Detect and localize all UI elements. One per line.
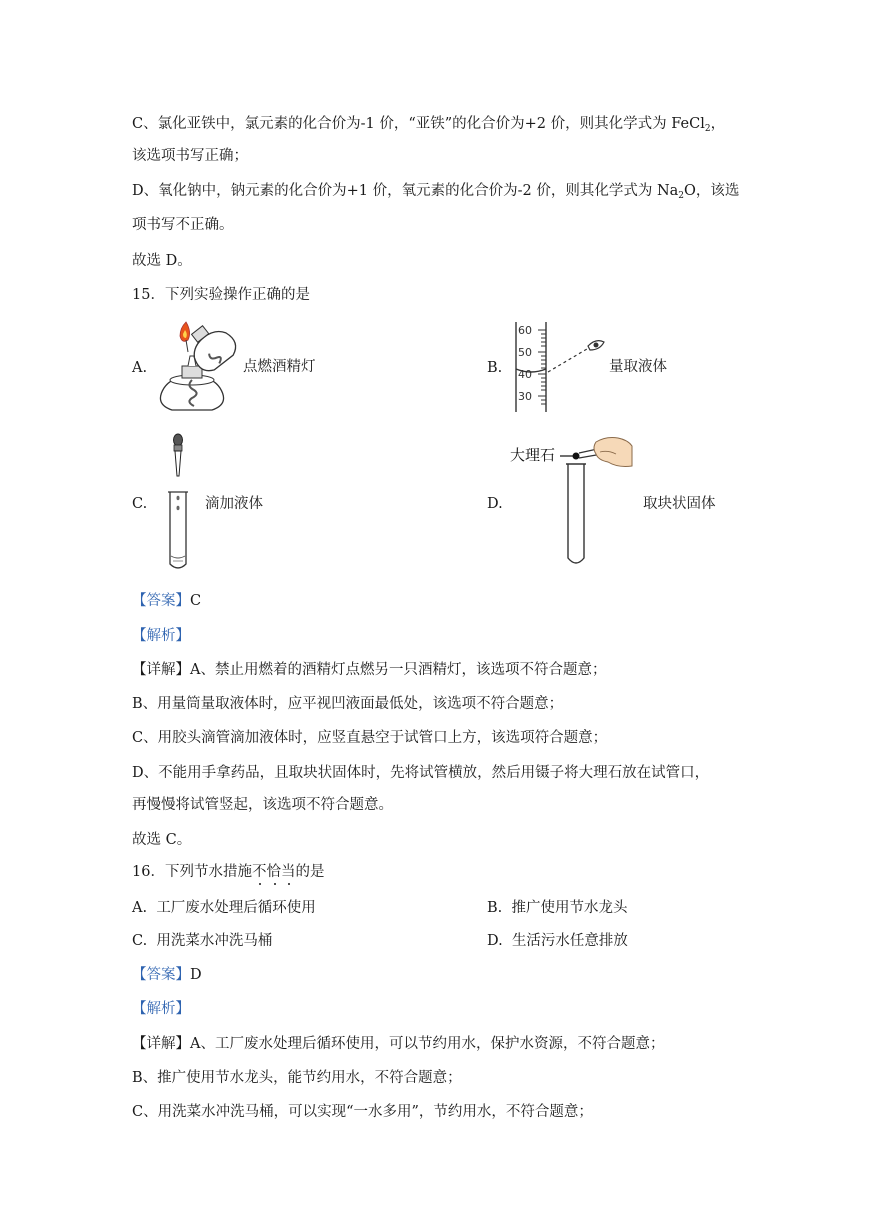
q15-detail-a: 【详解】A、禁止用燃着的酒精灯点燃另一只酒精灯，该选项不符合题意； xyxy=(132,662,607,678)
q15-option-c-letter: C. xyxy=(132,496,148,512)
dropper-test-tube-figure xyxy=(164,432,192,574)
q15-option-d-caption: 取块状固体 xyxy=(643,496,716,512)
emphasis-char: 当 xyxy=(280,864,296,880)
q15-option-b-letter: B. xyxy=(487,360,503,376)
alcohol-lamp-figure xyxy=(150,318,242,414)
q16-option-a: A. 工厂废水处理后循环使用 xyxy=(132,900,316,916)
cylinder-tick-30: 30 xyxy=(518,390,532,403)
q15-conclusion: 故选 C。 xyxy=(132,832,192,848)
prev-option-c-line1: C、氯化亚铁中，氯元素的化合价为-1 价，“亚铁”的化合价为+2 价，则其化学式为 FeCl$_2$， xyxy=(132,116,726,134)
q16-detail-b: B、推广使用节水龙头，能节约用水，不符合题意； xyxy=(132,1070,462,1086)
q15-option-b-caption: 量取液体 xyxy=(609,359,667,375)
q15-option-c-caption: 滴加液体 xyxy=(205,496,263,512)
answer-tag: 【答案】 xyxy=(132,967,190,983)
q16-answer xyxy=(132,965,202,985)
test-tube-marble-figure xyxy=(508,436,636,570)
cylinder-tick-50: 50 xyxy=(518,346,532,359)
q15-analysis-tag: 【解析】 xyxy=(132,628,190,644)
emphasis-char: 恰 xyxy=(266,864,281,880)
q15-detail-d-line2: 再慢慢将试管竖起，该选项不符合题意。 xyxy=(132,797,393,813)
answer-tag: 【答案】 xyxy=(132,593,190,609)
marble-label: 大理石 xyxy=(510,446,556,464)
q15-option-a-letter: A. xyxy=(132,360,148,376)
q16-stem: 16．下列节水措施不恰当的是 xyxy=(132,864,325,880)
q16-detail-a: 【详解】A、工厂废水处理后循环使用，可以节约用水，保护水资源，不符合题意； xyxy=(132,1036,665,1052)
q15-detail-d-line1: D、不能用手拿药品，且取块状固体时，先将试管横放，然后用镊子将大理石放在试管口， xyxy=(132,765,710,781)
q15-detail-b: B、用量筒量取液体时，应平视凹液面最低处，该选项不符合题意； xyxy=(132,696,564,712)
q16-option-c: C. 用洗菜水冲洗马桶 xyxy=(132,933,273,949)
prev-option-d-line1: D、氧化钠中，钠元素的化合价为+1 价，氧元素的化合价为-2 价，则其化学式为 $Na_2O$，该选 xyxy=(132,183,740,201)
q15-detail-c: C、用胶头滴管滴加液体时，应竖直悬空于试管口上方，该选项符合题意； xyxy=(132,730,608,746)
q15-answer xyxy=(132,591,201,611)
q16-detail-c: C、用洗菜水冲洗马桶，可以实现“一水多用”，节约用水，不符合题意； xyxy=(132,1104,593,1120)
graduated-cylinder-figure xyxy=(508,320,610,414)
q15-option-d-letter: D. xyxy=(487,496,503,512)
prev-conclusion: 故选 D。 xyxy=(132,253,192,269)
answer-value: D xyxy=(190,967,202,983)
emphasis-char: 不 xyxy=(251,864,267,880)
q16-option-d: D. 生活污水任意排放 xyxy=(487,933,628,949)
cylinder-tick-40: 40 xyxy=(518,368,532,381)
answer-value: C xyxy=(190,593,202,609)
q15-stem: 15．下列实验操作正确的是 xyxy=(132,287,310,303)
prev-option-c-line2: 该选项书写正确； xyxy=(132,148,248,164)
q15-option-a-caption: 点燃酒精灯 xyxy=(243,359,316,375)
cylinder-tick-60: 60 xyxy=(518,324,532,337)
prev-option-d-line2: 项书写不正确。 xyxy=(132,217,234,233)
q16-analysis-tag: 【解析】 xyxy=(132,1001,190,1017)
q16-option-b: B. 推广使用节水龙头 xyxy=(487,900,628,916)
